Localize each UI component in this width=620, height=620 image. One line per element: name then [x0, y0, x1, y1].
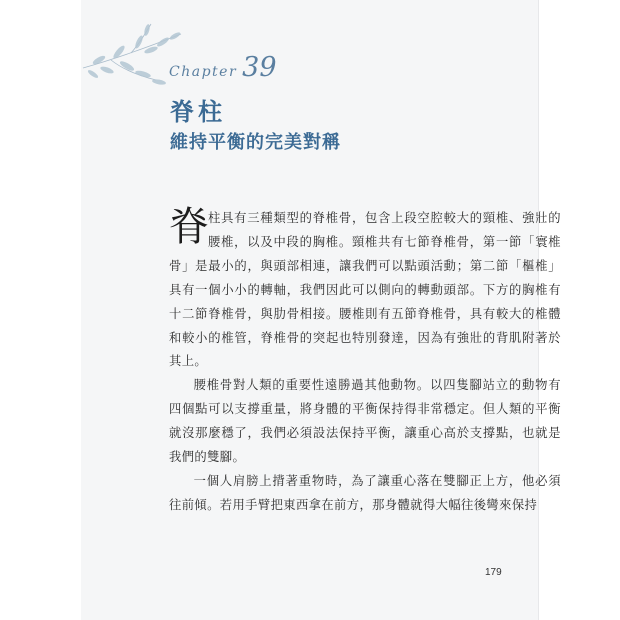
book-page	[81, 0, 561, 620]
paragraph-1	[169, 204, 561, 374]
paragraph-3: 一個人肩膀上揹著重物時，為了讓重心落在雙腳正上方，他必須往前傾。若用手臂把東西拿在前方，那身體就得大幅往後彎來保持	[169, 473, 561, 512]
chapter-number: 39	[242, 52, 277, 83]
body-text	[169, 204, 561, 518]
chapter-word: Chapter	[169, 64, 238, 80]
chapter-label	[169, 52, 277, 83]
paragraph-2: 腰椎骨對人類的重要性遠勝過其他動物。以四隻腳站立的動物有四個點可以支撐重量，將身體的平衡保持得非常穩定。但人類的平衡就沒那麼穩了，我們必須設法保持平衡，讓重心高於支撐點，也就是我們的雙腳。	[169, 378, 561, 465]
page-number: 179	[485, 567, 502, 578]
chapter-subtitle: 維持平衡的完美對稱	[170, 132, 341, 153]
paragraph-1-text: 柱具有三種類型的脊椎骨，包含上段空腔較大的頸椎、強壯的腰椎，以及中段的胸椎。頸椎共有七節脊椎骨，第一節「寰椎骨」是最小的，與頭部相連，讓我們可以點頭活動；第二節「樞椎」具有一個小小的轉軸，我們因此可以側向的轉動頭部。下方的胸椎有十二節脊椎骨，與肋骨相接。腰椎則有五節脊椎骨，具有較大的椎體和較小的椎管，脊椎骨的突起也特別發達，因為有強壯的背肌附著於其上。	[169, 211, 561, 369]
chapter-title: 脊柱	[170, 98, 226, 126]
drop-cap: 脊	[169, 204, 210, 250]
